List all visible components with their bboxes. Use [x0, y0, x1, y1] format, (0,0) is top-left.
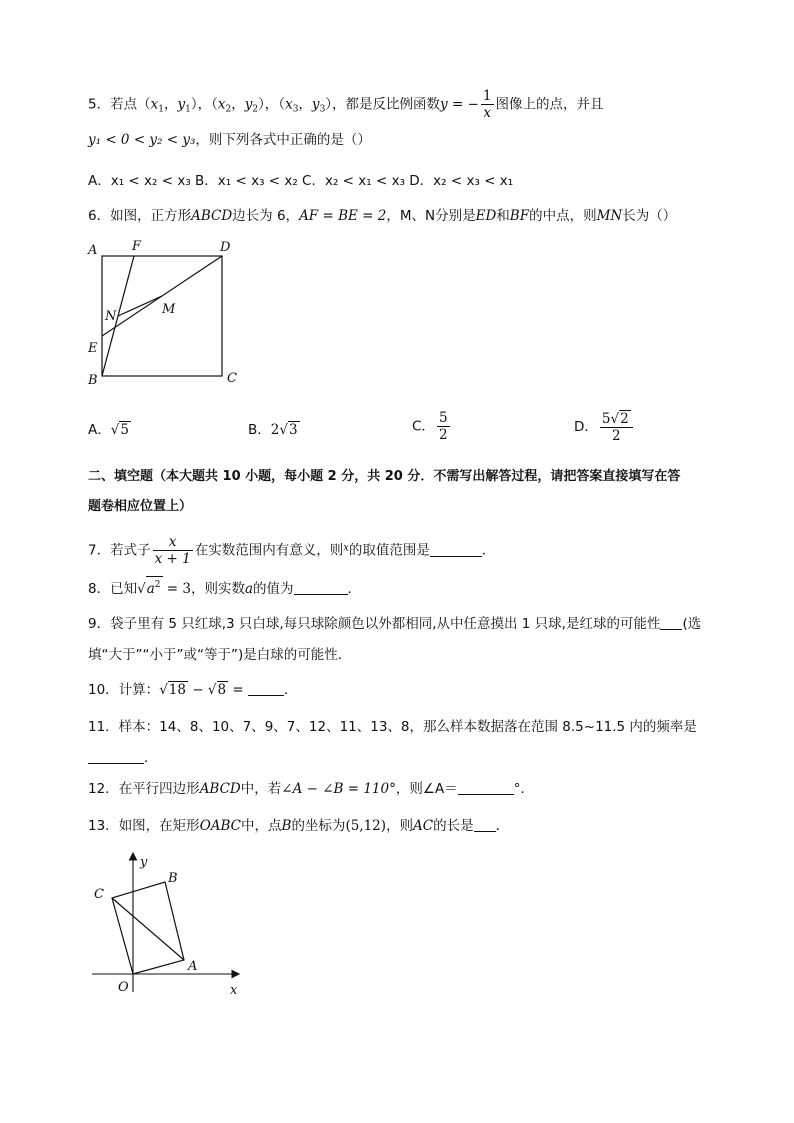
label-c: C — [94, 887, 104, 902]
question-12-line: 12．在平行四边形ABCD中，若∠A − ∠B = 110°，则∠A＝ °． — [88, 781, 534, 797]
question-number: 6． — [88, 208, 111, 224]
answer-blank[interactable] — [458, 780, 514, 795]
section-2-heading-cont: 题卷相应位置上） — [88, 499, 193, 514]
label-a: A — [88, 243, 98, 258]
option-c[interactable]: C． $\frac{5}{2}$ — [412, 410, 448, 443]
question-number: 5． — [88, 96, 111, 113]
label-m: M — [162, 302, 176, 317]
question-8-line: 8．已知$√a^2 = 3$，则实数a的值为 ． — [88, 576, 361, 599]
label-b: B — [88, 373, 98, 388]
label-n: N — [105, 309, 117, 324]
label-a: A — [188, 959, 198, 974]
label-c: C — [227, 371, 237, 386]
question-9-line-1: 9．袋子里有 5 只红球,3 只白球,每只球除颜色以外都相同,从中任意摸出 1 只球,是红球的可能性 (选 — [88, 616, 702, 632]
answer-blank[interactable] — [430, 542, 482, 557]
question-11-line-1: 11．样本：14、8、10、7、9、7、12、11、13、8，那么样本数据落在范围 8.5~11.5 内的频率是 — [88, 719, 697, 735]
option-d[interactable]: D． $\frac{5√2}{2}$ — [574, 410, 635, 444]
question-5-line-1: 5．若点（$x_1$，$y_1$），（$x_2$，$y_2$），（$x_3$，$y_3$），都是反比例函数y = − $\frac{1}{x}$ 图像上的点，并且 — [88, 88, 604, 121]
question-5-line-2: y₁ < 0 < y₂ < y₃，则下列各式中正确的是（） — [88, 132, 371, 148]
question-11-line-2: . — [88, 748, 148, 768]
label-b: B — [168, 871, 178, 886]
label-f: F — [132, 239, 142, 254]
question-number: 10． — [88, 682, 119, 698]
fraction: $\frac{1}{x}$ — [482, 88, 492, 121]
label-x: x — [230, 983, 238, 998]
square-figure — [80, 236, 250, 392]
question-6-line: 6．如图，正方形ABCD边长为 6，AF = BE = 2，M、N分别是ED和BF的中点，则MN长为（） — [88, 208, 677, 224]
answer-blank[interactable] — [660, 615, 682, 630]
question-number: 12． — [88, 781, 119, 797]
option-b[interactable]: B．2√3 — [248, 422, 298, 438]
question-7-line: 7．若式子 $\frac{x}{x + 1}$ 在实数范围内有意义，则$^x$的取值范围是 ． — [88, 534, 496, 567]
option-a[interactable]: A．√5 — [88, 422, 129, 438]
question-number: 7． — [88, 542, 111, 559]
question-10-line: 10．计算：√18 − √8 = ． — [88, 682, 298, 698]
diagonal-ac — [112, 898, 184, 960]
answer-blank[interactable] — [88, 749, 144, 764]
label-e: E — [88, 341, 98, 356]
answer-blank[interactable] — [248, 681, 284, 696]
section-2-heading: 二、填空题（本大题共 10 小题，每小题 2 分，共 20 分．不需写出解答过程，请把答案直接填写在答 — [88, 469, 681, 484]
rectangle-figure — [86, 848, 256, 1003]
inequality: y₁ < 0 < y₂ < y₃ — [88, 132, 196, 148]
answer-blank[interactable] — [294, 580, 348, 595]
label-o: O — [118, 980, 129, 995]
rectangle-oabc — [112, 882, 184, 974]
segment-mn — [118, 296, 162, 316]
question-9-line-2: 填“大于”“小于”或“等于”)是白球的可能性． — [88, 647, 352, 663]
question-13-line: 13．如图，在矩形OABC中，点B的坐标为(5,12)，则AC的长是 ． — [88, 818, 510, 834]
answer-blank[interactable] — [474, 817, 496, 832]
question-5-options: A．x₁ < x₂ < x₃ B．x₁ < x₃ < x₂ C．x₂ < x₁ < x₃ D．x₂ < x₃ < x₁ — [88, 173, 514, 189]
label-y: y — [140, 855, 148, 870]
label-d: D — [220, 240, 231, 255]
question-number: 13． — [88, 818, 119, 834]
question-number: 8． — [88, 581, 111, 597]
